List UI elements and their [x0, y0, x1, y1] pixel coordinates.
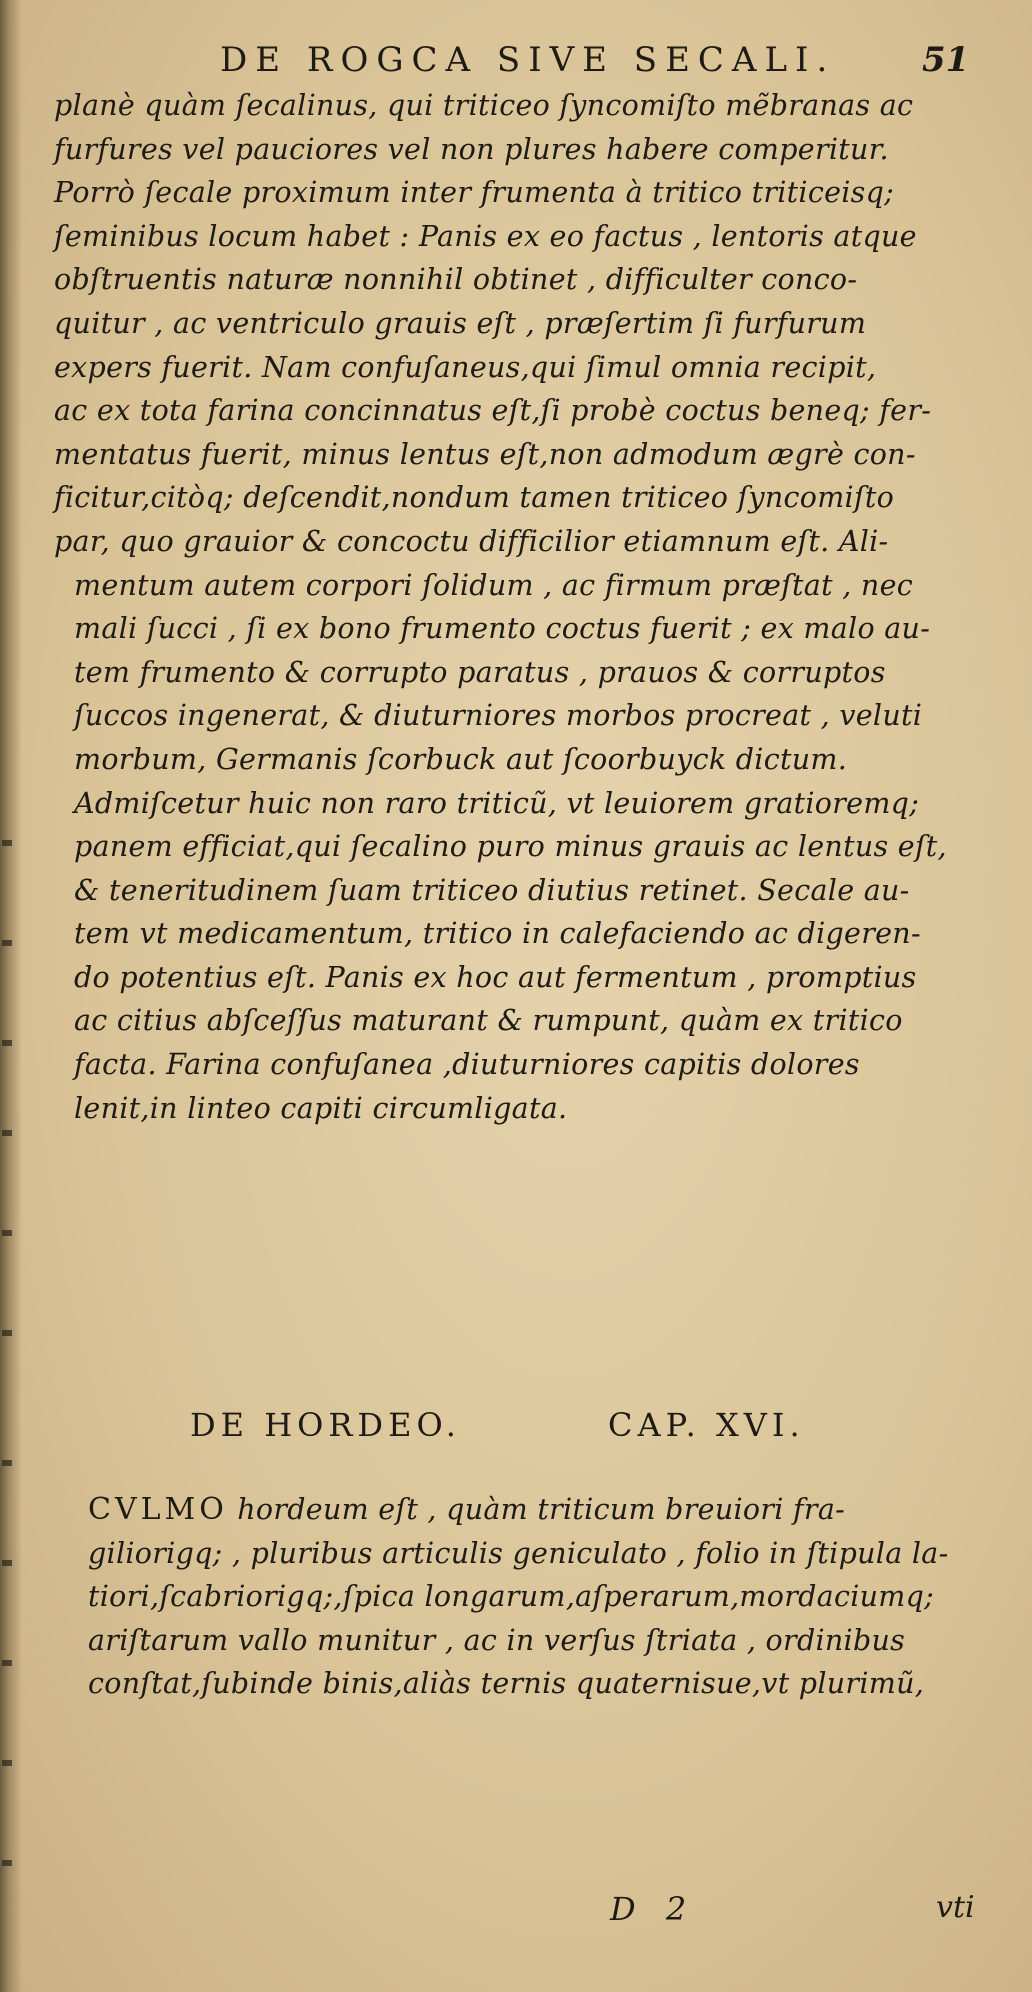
edge-mark	[2, 940, 12, 946]
text-line: ac citius abſceſſus maturant & rumpunt, quàm ex tritico	[74, 1004, 903, 1038]
signature-mark: D 2	[610, 1890, 697, 1928]
text-line: mentum autem corpori ſolidum , ac firmum præſtat , nec	[74, 568, 913, 602]
paragraph-secale	[54, 84, 984, 1130]
edge-mark	[2, 1660, 12, 1666]
text-line: tem vt medicamentum, tritico in calefaciendo ac digeren-	[74, 917, 921, 951]
edge-mark	[2, 1230, 12, 1236]
text-line: panem efficiat,qui ſecalino puro minus grauis ac lentus eſt,	[74, 830, 947, 864]
text-line-rest: hordeum eſt , quàm triticum breuiori fra-	[227, 1493, 846, 1526]
text-line: ficitur,citòq; deſcendit,nondum tamen triticeo ſyncomiſto	[54, 481, 895, 515]
edge-mark	[2, 1560, 12, 1566]
text-line: ſuccos ingenerat, & diuturniores morbos procreat , veluti	[74, 699, 923, 733]
text-line: Porrò ſecale proximum inter frumenta à tritico triticeisq;	[54, 176, 895, 210]
text-line: facta. Farina confuſanea ,diuturniores capitis dolores	[74, 1048, 860, 1082]
edge-mark	[2, 1130, 12, 1136]
text-line: giliorigq; , pluribus articulis geniculato , folio in ſtipula la-	[88, 1536, 949, 1570]
edge-mark	[2, 1860, 12, 1866]
text-line: tiori,ſcabriorigq;,ſpica longarum,aſperarum,mordaciumq;	[88, 1580, 935, 1614]
text-line: Admiſcetur huic non raro triticũ, vt leuiorem gratioremq;	[74, 786, 920, 820]
text-line: obſtruentis naturæ nonnihil obtinet , difficulter conco-	[54, 263, 858, 297]
text-line: ac ex tota farina concinnatus eſt,ſi probè coctus beneq; fer-	[54, 394, 932, 428]
text-line: ſeminibus locum habet : Panis ex eo factus , lentoris atque	[54, 219, 917, 253]
text-line: lenit,in linteo capiti circumligata.	[74, 1091, 568, 1125]
page-footer	[0, 1890, 1032, 1930]
text-line: planè quàm ſecalinus, qui triticeo ſyncomiſto mẽbranas ac	[54, 89, 914, 122]
chapter-heading	[0, 1406, 1032, 1446]
text-line: par, quo grauior & concoctu difficilior etiamnum eſt. Ali-	[54, 524, 889, 558]
text-line-first	[54, 1488, 984, 1532]
text-line: expers fuerit. Nam confuſaneus,qui ſimul omnia recipit,	[54, 350, 877, 384]
text-line: tem frumento & corrupto paratus , prauos & corruptos	[74, 655, 886, 689]
text-line: & teneritudinem ſuam triticeo diutius retinet. Secale au-	[74, 873, 910, 907]
text-line: quitur , ac ventriculo grauis eſt , præſertim ſi furfurum	[54, 306, 867, 340]
running-head	[0, 40, 1032, 80]
text-line: morbum, Germanis ſcorbuck aut ſcoorbuyck dictum.	[74, 742, 848, 776]
running-head-title: DE ROGCA SIVE SECALI.	[220, 40, 836, 80]
edge-mark	[2, 1040, 12, 1046]
text-line: ariſtarum vallo munitur , ac in verſus ſtriata , ordinibus	[88, 1623, 906, 1657]
edge-mark	[2, 1460, 12, 1466]
text-line: do potentius eſt. Panis ex hoc aut fermentum , promptius	[74, 960, 917, 994]
edge-mark	[2, 1760, 12, 1766]
text-line: mali ſucci , ſi ex bono frumento coctus fuerit ; ex malo au-	[74, 612, 931, 646]
edge-mark	[2, 840, 12, 846]
page-edge	[0, 0, 22, 1992]
chapter-number: CAP. XVI.	[608, 1406, 805, 1444]
catchword: vti	[936, 1890, 975, 1925]
chapter-title: DE HORDEO.	[190, 1406, 461, 1444]
small-caps-opening: CVLMO	[88, 1492, 228, 1527]
text-line: mentatus fuerit, minus lentus eſt,non admodum ægrè con-	[54, 437, 916, 471]
page-number: 51	[922, 40, 970, 80]
text-line: furfures vel pauciores vel non plures habere comperitur.	[54, 132, 889, 166]
edge-mark	[2, 1330, 12, 1336]
text-line: conſtat,ſubinde binis,aliàs ternis quaternisue,vt plurimũ,	[88, 1667, 925, 1701]
paragraph-hordeum	[54, 1488, 984, 1706]
